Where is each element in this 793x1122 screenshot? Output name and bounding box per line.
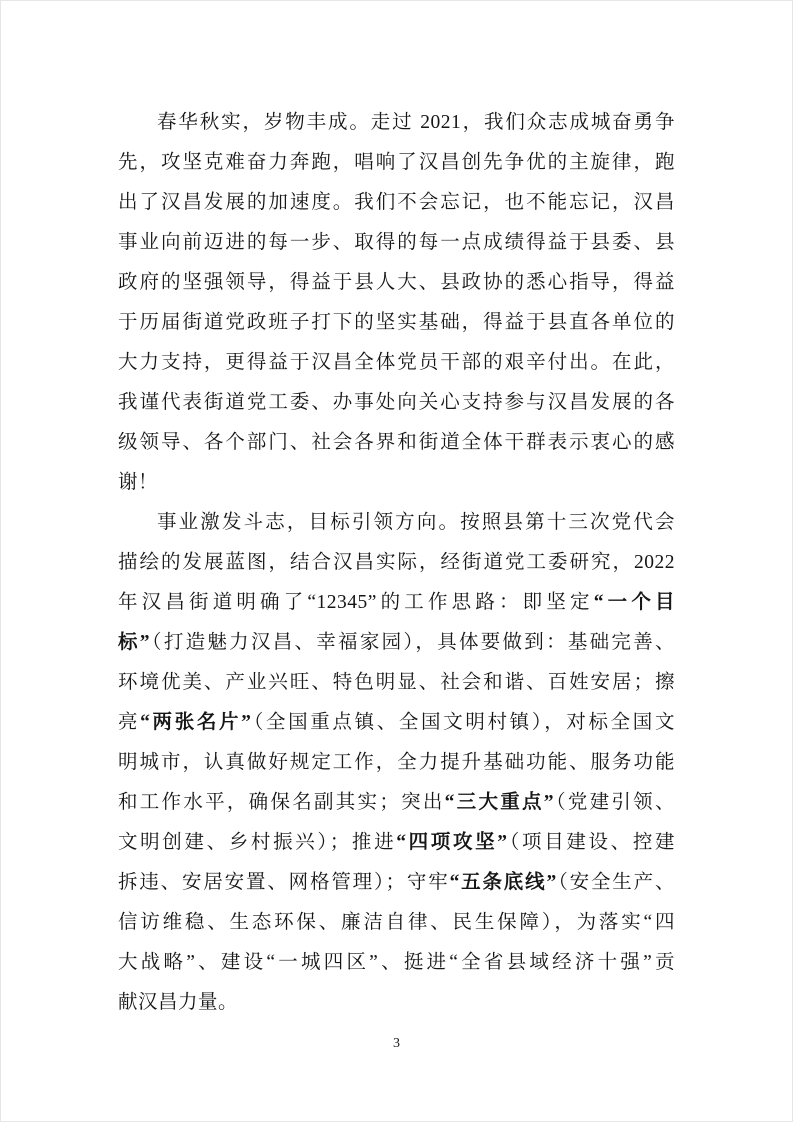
text-segment: 描绘的发展蓝图，结合汉昌实际，经街道党工委研究，2022 [118, 552, 675, 573]
text-segment: 春华秋实，岁物丰成。走过 2021，我们众志成城奋勇争 [157, 112, 675, 133]
text-line [118, 903, 675, 943]
text-line [118, 143, 675, 183]
text-segment: 信访维稳、生态环保、廉洁自律、民生保障），为落实“四 [118, 912, 675, 933]
text-segment: 大力支持，更得益于汉昌全体党员干部的艰辛付出。在此， [118, 352, 675, 373]
text-segment: 明城市，认真做好规定工作，全力提升基础功能、服务功能 [118, 752, 675, 773]
text-segment: （项目建设、控建 [507, 832, 675, 853]
text-segment: 年汉昌街道明确了“12345”的工作思路：即坚定 [118, 592, 594, 613]
text-line [118, 703, 675, 743]
emphasis-text: “三大重点” [444, 792, 555, 813]
emphasis-text: “一个目 [593, 592, 675, 613]
emphasis-text: 标” [118, 632, 151, 653]
text-line [118, 103, 675, 143]
text-line [118, 983, 675, 1023]
text-line [118, 543, 675, 583]
text-line [118, 823, 675, 863]
text-line [118, 263, 675, 303]
emphasis-text: “两张名片” [140, 712, 252, 733]
text-segment: 先，攻坚克难奋力奔跑，唱响了汉昌创先争优的主旋律，跑 [118, 152, 675, 173]
text-line [118, 383, 675, 423]
text-segment: 事业向前迈进的每一步、取得的每一点成绩得益于县委、县 [118, 232, 675, 253]
text-line [118, 343, 675, 383]
paragraph [118, 503, 675, 1023]
text-segment: （党建引领、 [554, 792, 675, 813]
text-line [118, 503, 675, 543]
text-segment: （全国重点镇、全国文明村镇），对标全国文 [251, 712, 675, 733]
text-segment: 级领导、各个部门、社会各界和街道全体干群表示衷心的感 [118, 432, 675, 453]
text-segment: 拆违、安居安置、网格管理）；守牢 [118, 872, 450, 893]
text-line [118, 183, 675, 223]
text-line [118, 583, 675, 623]
text-line [118, 423, 675, 463]
text-segment: 亮 [118, 712, 141, 733]
text-segment: 环境优美、产业兴旺、特色明显、社会和谐、百姓安居；擦 [118, 672, 675, 693]
text-segment: 政府的坚强领导，得益于县人大、县政协的悉心指导，得益 [118, 272, 675, 293]
text-segment: 出了汉昌发展的加速度。我们不会忘记，也不能忘记，汉昌 [118, 192, 675, 213]
text-segment: 大战略”、建设“一城四区”、挺进“全省县域经济十强”贡 [118, 952, 675, 973]
text-line [118, 223, 675, 263]
text-line [118, 663, 675, 703]
text-line [118, 743, 675, 783]
text-line [118, 623, 675, 663]
text-segment: 于历届街道党政班子打下的坚实基础，得益于县直各单位的 [118, 312, 675, 333]
text-segment: 献汉昌力量。 [118, 992, 239, 1013]
text-segment: （打造魅力汉昌、幸福家园），具体要做到：基础完善、 [150, 632, 675, 653]
text-segment: （安全生产、 [556, 872, 675, 893]
paragraph [118, 103, 675, 503]
emphasis-text: “四项攻坚” [396, 832, 508, 853]
text-segment: 和工作水平，确保名副其实；突出 [118, 792, 445, 813]
text-line [118, 303, 675, 343]
emphasis-text: “五条底线” [449, 872, 557, 893]
text-segment: 事业激发斗志，目标引领方向。按照县第十三次党代会 [157, 512, 675, 533]
text-segment: 文明创建、乡村振兴）；推进 [118, 832, 397, 853]
text-segment: 我谨代表街道党工委、办事处向关心支持参与汉昌发展的各 [118, 392, 675, 413]
text-line [118, 943, 675, 983]
text-line [118, 783, 675, 823]
text-segment: 谢！ [118, 472, 159, 493]
text-line [118, 863, 675, 903]
page-number: 3 [393, 1036, 400, 1051]
document-body [118, 103, 675, 1023]
text-line [118, 463, 675, 503]
